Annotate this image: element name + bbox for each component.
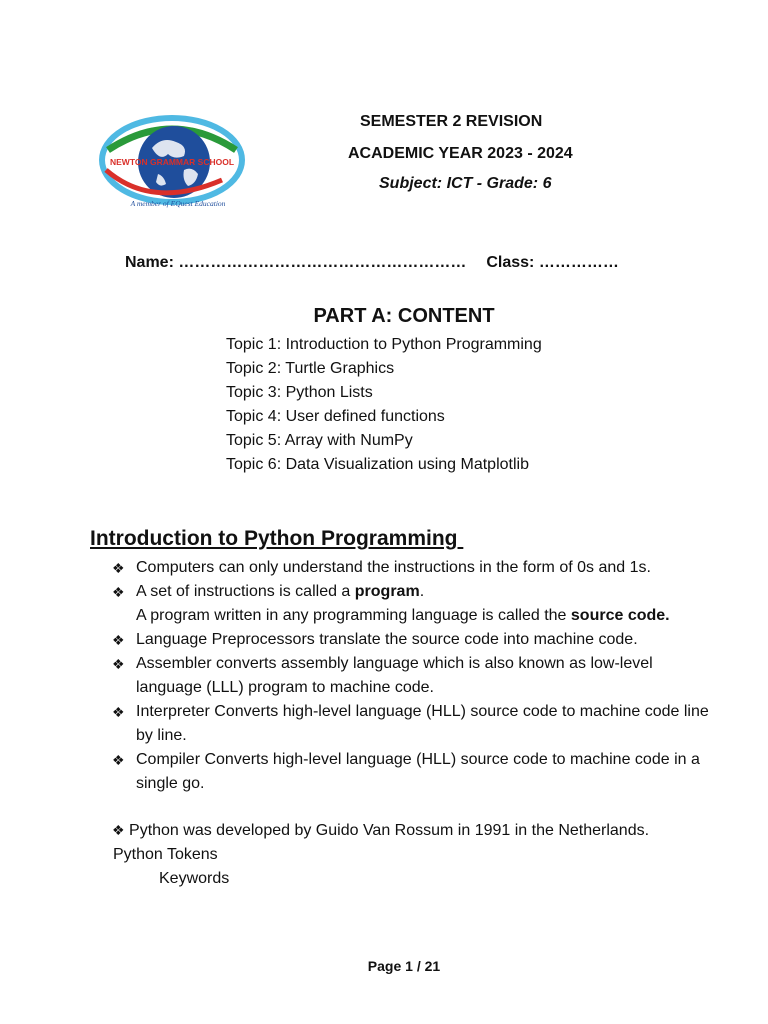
school-logo: [92, 110, 252, 220]
part-a-title: PART A: CONTENT: [313, 305, 495, 327]
keywords-label: Keywords: [159, 870, 230, 887]
topic-item: Topic 6: Data Visualization using Matplotlib: [226, 456, 529, 473]
diamond-bullet-icon: ❖: [112, 560, 125, 576]
bullet-item: [112, 580, 722, 628]
bullet-text: Computers can only understand the instructions in the form of 0s and 1s.: [136, 559, 651, 576]
diamond-bullet-icon: ❖: [112, 632, 125, 648]
bullet-text: .: [419, 583, 425, 600]
bullet-text: Assembler converts assembly language which is also known as low-level language (LLL) program to machine code.: [136, 655, 653, 696]
logo-school-name: NEWTON GRAMMAR SCHOOL: [109, 157, 235, 167]
bullet-text: Python was developed by Guido Van Rossum in 1991 in the Netherlands.: [129, 822, 650, 839]
bullet-text: A program written in any programming language is called the: [136, 607, 571, 624]
diamond-bullet-icon: ❖: [112, 822, 125, 838]
bullet-item: [112, 748, 722, 796]
bullet-bold-term: program: [354, 583, 420, 600]
doc-heading-subject: Subject: ICT - Grade: 6: [379, 175, 552, 192]
bullet-item: [112, 700, 722, 748]
doc-heading-semester: SEMESTER 2 REVISION: [360, 113, 543, 130]
page-number: Page 1 / 21: [367, 958, 441, 974]
diamond-bullet-icon: ❖: [112, 704, 125, 720]
topic-item: Topic 3: Python Lists: [226, 384, 373, 401]
bullet-item: [112, 556, 722, 580]
bullet-text: Language Preprocessors translate the source code into machine code.: [136, 631, 638, 648]
bullet-item: [112, 652, 722, 700]
bullet-text: Compiler Converts high-level language (HLL) source code to machine code in a single go.: [136, 751, 700, 792]
name-class-line: [125, 254, 619, 272]
topic-item: Topic 2: Turtle Graphics: [226, 360, 395, 377]
topic-list: [226, 333, 542, 477]
bullet-text: Interpreter Converts high-level language (HLL) source code to machine code line by line.: [136, 703, 709, 744]
intro-bullet-list: [112, 556, 722, 796]
bullet-bold-term: source code.: [570, 607, 670, 624]
diamond-bullet-icon: ❖: [112, 584, 125, 600]
python-tokens-label: Python Tokens: [113, 846, 218, 863]
class-field: Class: ……………: [486, 254, 619, 271]
name-field: Name: ………………………………………………: [125, 254, 467, 271]
bullet-text: A set of instructions is called a: [136, 583, 355, 600]
bullet-item: [112, 822, 649, 840]
bullet-item: [112, 628, 722, 652]
doc-heading-year: ACADEMIC YEAR 2023 - 2024: [348, 145, 573, 162]
diamond-bullet-icon: ❖: [112, 656, 125, 672]
section-title-intro: Introduction to Python Programming: [90, 527, 464, 550]
logo-tagline: A member of EQuest Education: [130, 199, 226, 208]
bullet-subtext: [136, 604, 722, 628]
diamond-bullet-icon: ❖: [112, 752, 125, 768]
topic-item: Topic 1: Introduction to Python Programming: [226, 336, 542, 353]
topic-item: Topic 5: Array with NumPy: [226, 432, 413, 449]
topic-item: Topic 4: User defined functions: [226, 408, 445, 425]
